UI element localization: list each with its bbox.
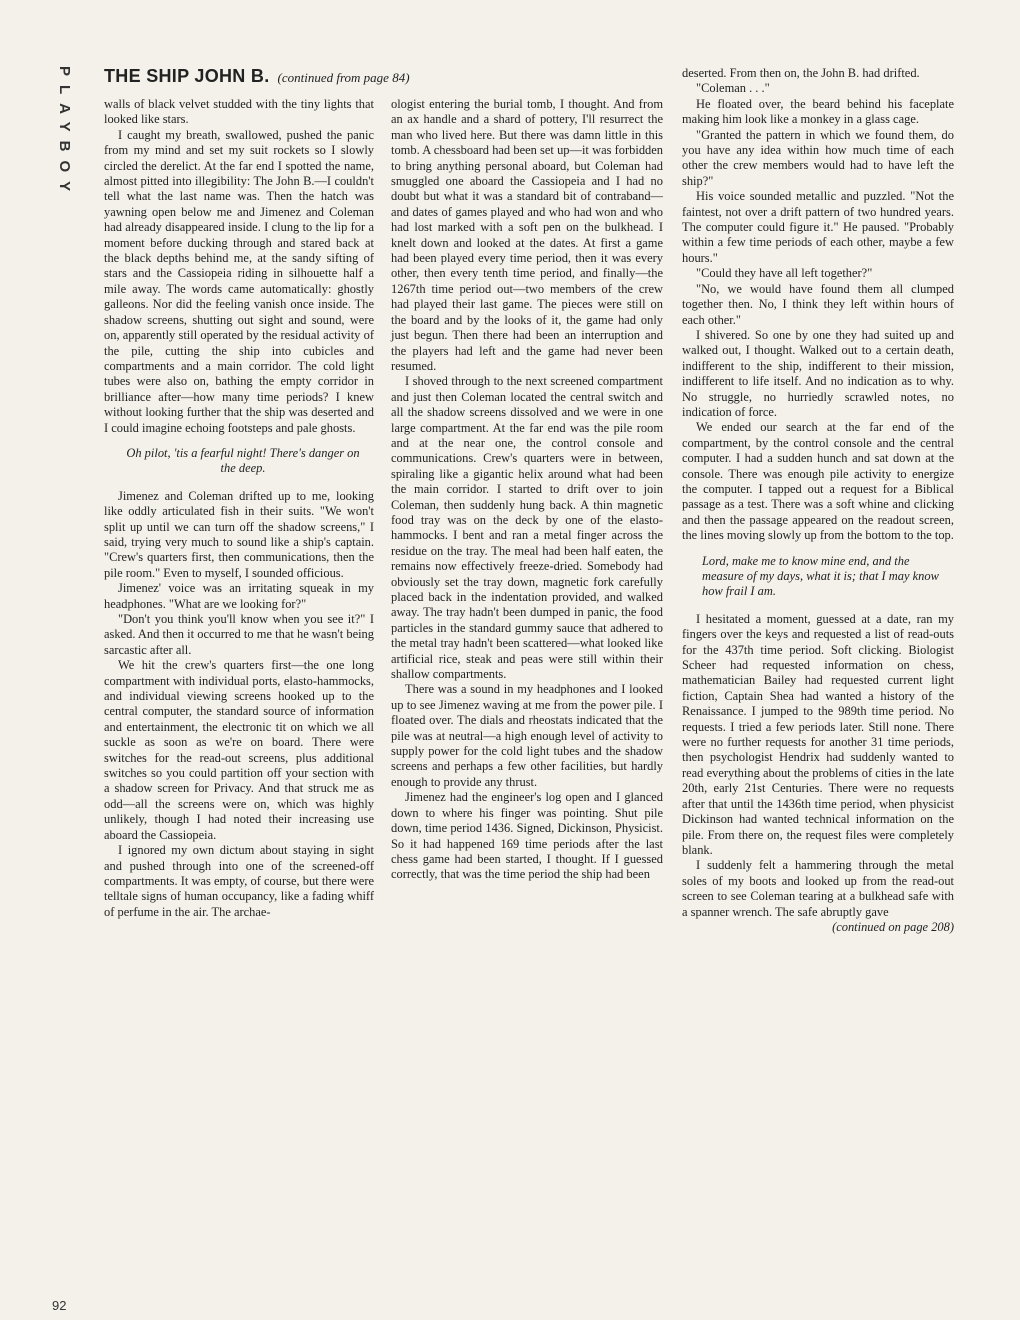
- text-column-1: [104, 97, 374, 920]
- text-column-3: [682, 66, 954, 935]
- verse-quote: [702, 554, 942, 600]
- paragraph: Jimenez and Coleman drifted up to me, looking like oddly articulated fish in their suits. "We won't split up until we can turn off the shadow screens," I said, trying very much to sound like a ship's captain. "Crew's quarters first, then communications, then the pile room." Even to myself, I sounded officious.: [104, 488, 374, 580]
- paragraph: "Don't you think you'll know when you see it?" I asked. And then it occurred to me that he wasn't being sarcastic after all.: [104, 612, 374, 657]
- paragraph: I shivered. So one by one they had suited up and walked out, I thought. Walked out to a certain death, indifferent to the ship, indifferent to their mission, indifferent to life itself. And no indication as to why. No struggle, no hurriedly scrawled notes, no indication of force.: [682, 327, 954, 419]
- page-number: 92: [52, 1298, 67, 1313]
- paragraph: We hit the crew's quarters first—the one long compartment with individual ports, elasto-hammocks, and individual viewing screens hooked up to the central computer, the standard source of information and entertainment, the electronic tit on which we all suckle as soon as we're on board. There were switches for the read-out screens, plus additional switches so you could partition off your section with a shadow screen for Privacy. And that struck me as odd—all the screens were on, which was highly unlikely, though I had noted their increasing use aboard the Cassiopeia.: [104, 658, 374, 842]
- paragraph: I shoved through to the next screened compartment and just then Coleman located the central switch and all the shadow screens dissolved and we were in one large compartment. At the far end was the pile room and at the near one, the control console and communications. Crew's quarters were in between, spiraling like a gigantic helix around what had been the main corridor. I started to drift over to join Coleman, then suddenly hung back. A thin magnetic food tray was on the deck by one of the elasto-hammocks. I bent and ran a metal finger across the residue on the tray. The meal had been half eaten, the remains now effectively freeze-dried. Somebody had obviously set the tray down, magnetic fork carefully placed back in the indentation provided, and walked away. The tray hadn't been dumped in panic, the food particles in the standard gummy sauce that adhered to the metal tray hadn't been scattered—what looked like artificial rice, steak and peas were still within their shallow compartments.: [391, 374, 663, 682]
- paragraph: "No, we would have found them all clumped together then. No, I think they left within hours of each other.": [682, 281, 954, 327]
- paragraph: walls of black velvet studded with the tiny lights that looked like stars.: [104, 97, 374, 127]
- paragraph: His voice sounded metallic and puzzled. "Not the faintest, not over a drift pattern of two hundred years. The computer could figure it." He paused. "Probably within a few time periods of each other, maybe a few hours.": [682, 189, 954, 265]
- verse-text: Lord, make me to know mine end, and the measure of my days, what it is; that I may know how frail I am.: [702, 553, 939, 599]
- text-column-2: [391, 97, 663, 883]
- paragraph: There was a sound in my headphones and I looked up to see Jimenez waving at me from the power pile. I floated over. The dials and rheostats indicated that the pile was at neutral—a high enough level of activity to supply power for the cold light tubes and the shadow screens and perhaps a few other facilities, but hardly enough to provide any thrust.: [391, 682, 663, 789]
- paragraph: deserted. From then on, the John B. had drifted.: [682, 66, 920, 80]
- paragraph: "Could they have all left together?": [696, 266, 873, 281]
- paragraph: "Granted the pattern in which we found them, do you have any idea within how much time of each other the crew members would had to have left the ship?": [682, 127, 954, 188]
- paragraph: ologist entering the burial tomb, I thought. And from an ax handle and a shard of pottery, I'll resurrect the man who lived here. But there was damn little in this tomb. A chessboard had been set up—it was forbidden to bring anything personal aboard, but Coleman had smuggled one aboard the Cassiopeia and I had no doubt but what it was a standard bit of contraband—and dates of games played and who had won and who had lost marked with a soft pen on the bulkhead. I knelt down and looked at the dates. At first a game had been played every time period, then it was every other, then every tenth time period, and finally—the 1267th time period out—two members of the crew had played their last game. The pieces were still on the board and by the looks of it, the game had only just begun. Then there had been an interruption and the players had left and the game had never been resumed.: [391, 97, 663, 373]
- paragraph: He floated over, the beard behind his faceplate making him look like a monkey in a glass cage.: [682, 96, 954, 127]
- continued-from: (continued from page 84): [277, 70, 410, 85]
- paragraph: Jimenez' voice was an irritating squeak in my headphones. "What are we looking for?": [104, 581, 374, 611]
- paragraph: I hesitated a moment, guessed at a date, ran my fingers over the keys and requested a list of read-outs for the 437th time period. Soft clicking. Biologist Scheer had requested information on chess, mathematician Bailey had requested current light fiction, Captain Shea had wanted a history of the Renaissance. I jumped to the 989th time period. No requests. I tried a few periods later. Still none. There were no further requests for another 31 time periods, then psychologist Hendrix had suddenly wanted to read everything about the problems of cities in the late 20th, early 21st Centuries. There were no requests after that until the 1436th time period, when physicist Dickinson had wanted technical information on the pile. From there on, the request files were completely blank.: [682, 611, 954, 857]
- magazine-name-side: PLAYBOY: [56, 66, 73, 201]
- paragraph: I ignored my own dictum about staying in sight and pushed through into one of the screened-off compartments. It was empty, of course, but there were telltale signs of human occupancy, like a fading whiff of perfume in the air. The archae-: [104, 843, 374, 919]
- paragraph: I caught my breath, swallowed, pushed the panic from my mind and set my suit rockets so I slowly circled the derelict. At the far end I spotted the name, almost pitted into illegibility: The John B.—I couldn't tell what the last name was. Then the hatch was yawning open below me and Jimenez and Coleman had already disappeared inside. I clung to the lip for a moment before ducking through and stared back at the black depths behind me, at the sandy sifting of stars and the Cassiopeia riding in silhouette half a mile away. The words came automatically: ghostly galleons. Nor did the feeling vanish once inside. The shadow screens, shutting out sight and sound, were on, apparently still operated by the residual activity of the pile, cutting the ship into cubicles and compartments and a main corridor. The cold light tubes were also on, bathing the empty corridor in brilliance after—how many time periods? I knew without looking further that the ship was deserted and I could imagine echoing footsteps and pale ghosts.: [104, 127, 374, 435]
- paragraph: I suddenly felt a hammering through the metal soles of my boots and looked up from the read-out screen to see Coleman tearing at a bulkhead safe with a spanner wrench. The safe abruptly gave: [682, 858, 954, 919]
- verse-quote: [124, 446, 362, 477]
- paragraph: Jimenez had the engineer's log open and I glanced down to where his finger was pointing. Shut pile down, time period 1436. Signed, Dickinson, Physicist. So it had happened 169 time periods after the last chess game had been started, I thought. If I guessed correctly, that was the time period the ship had been: [391, 790, 663, 882]
- paragraph: "Coleman . . .": [696, 81, 770, 96]
- article-title: THE SHIP JOHN B.: [104, 66, 270, 86]
- article-header: [104, 66, 410, 87]
- continued-on: (continued on page 208): [832, 919, 954, 934]
- verse-text: Oh pilot, 'tis a fearful night! There's danger on the deep.: [126, 445, 360, 476]
- paragraph: We ended our search at the far end of the compartment, by the control console and the central computer. I had a sudden hunch and sat down at the console. There was enough pile activity to energize the computer. I tapped out a request for a Biblical passage as a test. There was a soft whine and clicking and then the passage appeared on the readout screen, the lines moving slowly up from the bottom to the top.: [682, 420, 954, 543]
